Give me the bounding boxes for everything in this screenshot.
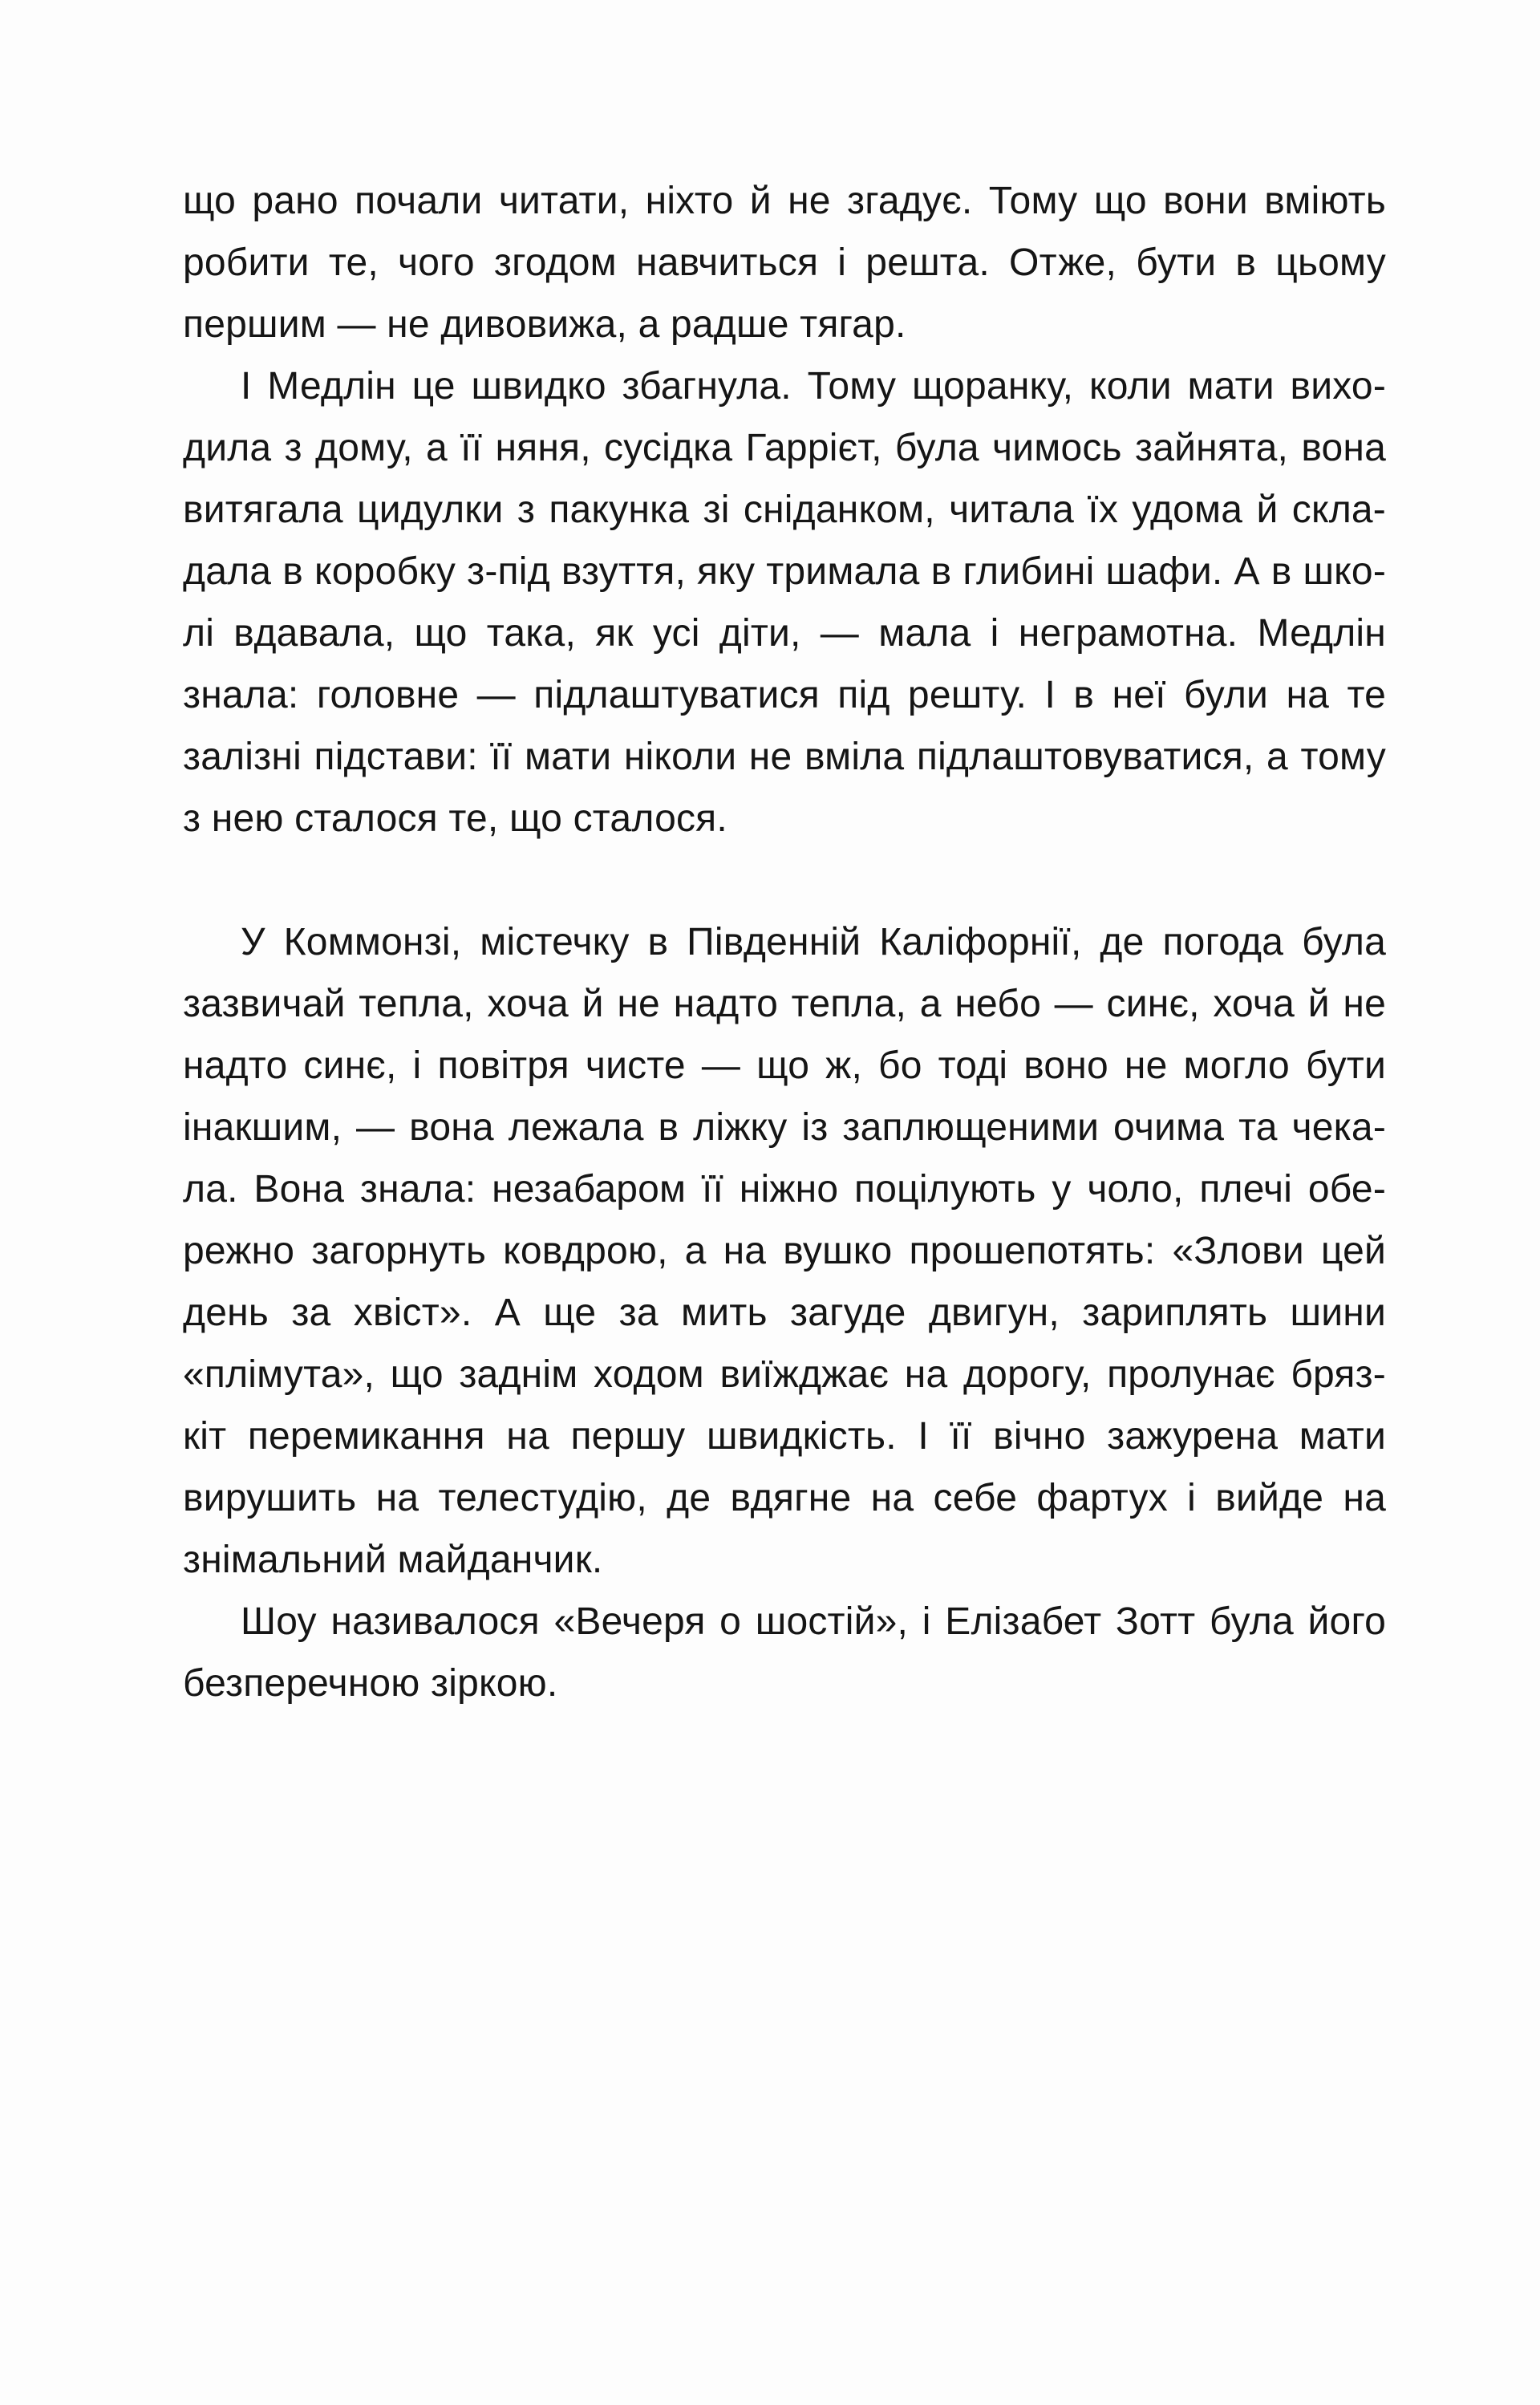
text-line: робити те, чого згодом навчиться і решта. Отже, бути в цьому (183, 241, 1386, 284)
text-line: що рано почали читати, ніхто й не згадує. Тому що вони вміють (183, 180, 1386, 222)
text-line: знімальний майданчик. (183, 1539, 603, 1581)
text-line: режно загорнуть ковдрою, а на вушко прошепотять: «Злови цей (183, 1230, 1386, 1272)
text-line: витягала цидулки з пакунка зі сніданком, читала їх удома й скла- (183, 489, 1386, 531)
text-line: лі вдавала, що така, як усі діти, — мала і неграмотна. Медлін (183, 612, 1386, 655)
text-line: Шоу називалося «Вечеря о шостій», і Елізабет Зотт була його (241, 1600, 1386, 1643)
text-line: зазвичай тепла, хоча й не надто тепла, а небо — синє, хоча й не (183, 983, 1386, 1025)
text-line: кіт перемикання на першу швидкість. І її вічно зажурена мати (183, 1415, 1386, 1458)
text-line: першим — не дивовижа, а радше тягар. (183, 303, 906, 346)
text-line: «плімута», що заднім ходом виїжджає на дорогу, пролунає бряз- (183, 1353, 1386, 1396)
text-line: надто синє, і повітря чисте — що ж, бо тоді воно не могло бути (183, 1044, 1386, 1087)
text-line: вирушить на телестудію, де вдягне на себе фартух і вийде на (183, 1477, 1386, 1519)
text-line: інакшим, — вона лежала в ліжку із заплющеними очима та чека- (183, 1106, 1386, 1149)
text-line: У Коммонзі, містечку в Південній Каліфорнії, де погода була (241, 921, 1386, 963)
text-line: І Медлін це швидко збагнула. Тому щоранку, коли мати вихо- (241, 365, 1386, 408)
text-line: залізні підстави: її мати ніколи не вміла підлаштовуватися, а тому (183, 736, 1386, 778)
text-line: дала в коробку з-під взуття, яку тримала в глибині шафи. А в шко- (183, 550, 1386, 593)
text-line: знала: головне — підлаштуватися під решту. І в неї були на те (183, 674, 1386, 716)
text-line: ла. Вона знала: незабаром її ніжно поцілують у чоло, плечі обе- (183, 1168, 1386, 1211)
text-line: день за хвіст». А ще за мить загуде двигун, зариплять шини (183, 1292, 1386, 1334)
text-block (183, 170, 1386, 1714)
text-line: дила з дому, а її няня, сусідка Гаррієт, була чимось зайнята, вона (183, 427, 1386, 469)
text-line: безперечною зіркою. (183, 1662, 558, 1705)
text-line: з нею сталося те, що сталося. (183, 797, 727, 840)
